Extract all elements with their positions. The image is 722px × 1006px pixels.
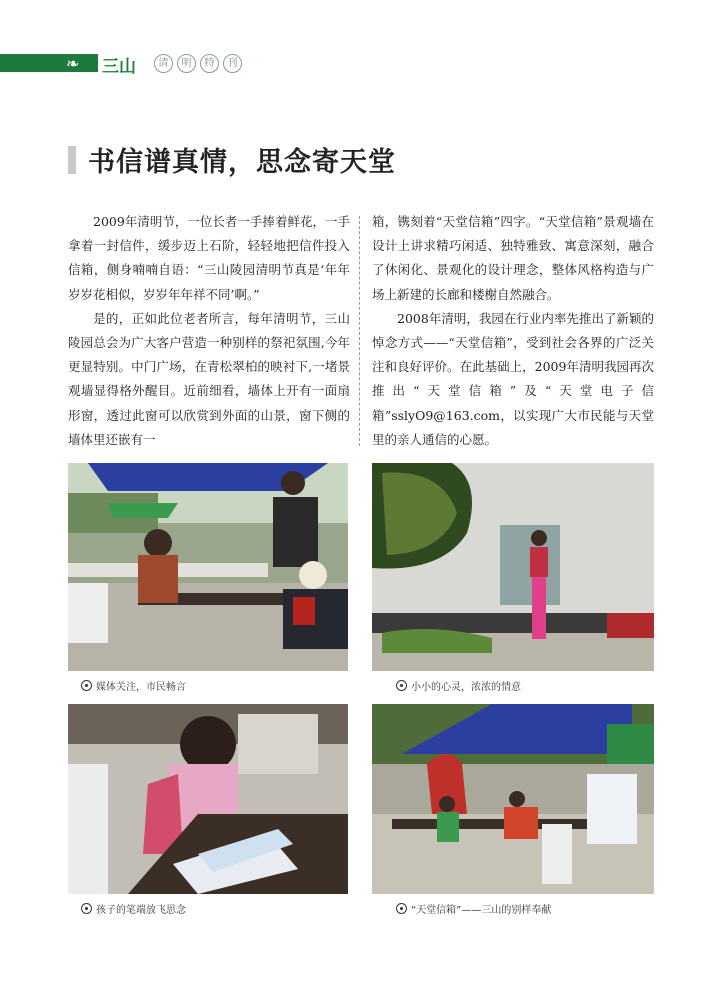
issue-label [154, 54, 242, 73]
photo-caption: “天堂信箱”——三山的别样奉献 [396, 901, 551, 916]
paragraph-continued: 箱，镌刻着“天堂信箱”四字。“天堂信箱”景观墙在设计上讲求精巧闲适、独特雅致、寓意深刻，融合了休闲化、景观化的设计理念，整体风格构造与广场上新建的长廊和楼榭自然融合。 [372, 214, 654, 302]
article-title: 书信谱真情，思念寄天堂 [88, 147, 396, 178]
paragraph: 是的，正如此位老者所言，每年清明节，三山陵园总会为广大客户营造一种别样的祭祀氛围,今年更显特别。中门广场，在青松翠柏的映衬下,一堵景观墙显得格外醒目。近前细看，墙体上开有一面扇形窗，透过此窗可以欣赏到外面的山景，窗下侧的墙体里还嵌有一 [68, 310, 350, 447]
caption-bullet-icon [396, 680, 407, 691]
photo-child-at-wall [372, 463, 654, 671]
body-column-left [68, 210, 350, 452]
photo-caption: 媒体关注，市民畅言 [81, 678, 186, 693]
caption-bullet-icon [81, 903, 92, 914]
photo-child-writing [68, 704, 348, 894]
photo-caption: 孩子的笔端放飞思念 [81, 901, 186, 916]
caption-bullet-icon [81, 680, 92, 691]
title-marker [68, 146, 76, 174]
photo-caption: 小小的心灵，浓浓的情意 [396, 678, 521, 693]
paragraph: 2009年清明节，一位长者一手捧着鲜花，一手拿着一封信件，缓步迈上石阶，轻轻地把信件投入信箱，侧身喃喃自语：“三山陵园清明节真是‘年年岁岁花相似，岁岁年年祥不同’啊。” [68, 214, 350, 302]
leaf-logo-icon: ❧ [66, 54, 80, 73]
header-bar [0, 54, 98, 72]
paragraph: 2008年清明，我园在行业内率先推出了新颖的悼念方式——“天堂信箱”，受到社会各界的广泛关注和良好评价。在此基础上，2009年清明我园再次推出“天堂信箱”及“天堂电子信箱”sslyO9@163.com，以实现广大市民能与天堂里的亲人通信的心愿。 [372, 310, 654, 447]
column-divider [359, 216, 360, 446]
issue-char: 特 [200, 54, 219, 73]
photo-media-attention [68, 463, 348, 671]
body-column-right [372, 210, 654, 452]
issue-char: 清 [154, 54, 173, 73]
caption-bullet-icon [396, 903, 407, 914]
issue-char: 刊 [223, 54, 242, 73]
issue-char: 明 [177, 54, 196, 73]
photo-tent-visitors [372, 704, 654, 894]
brand-name: 三山 [102, 57, 136, 77]
